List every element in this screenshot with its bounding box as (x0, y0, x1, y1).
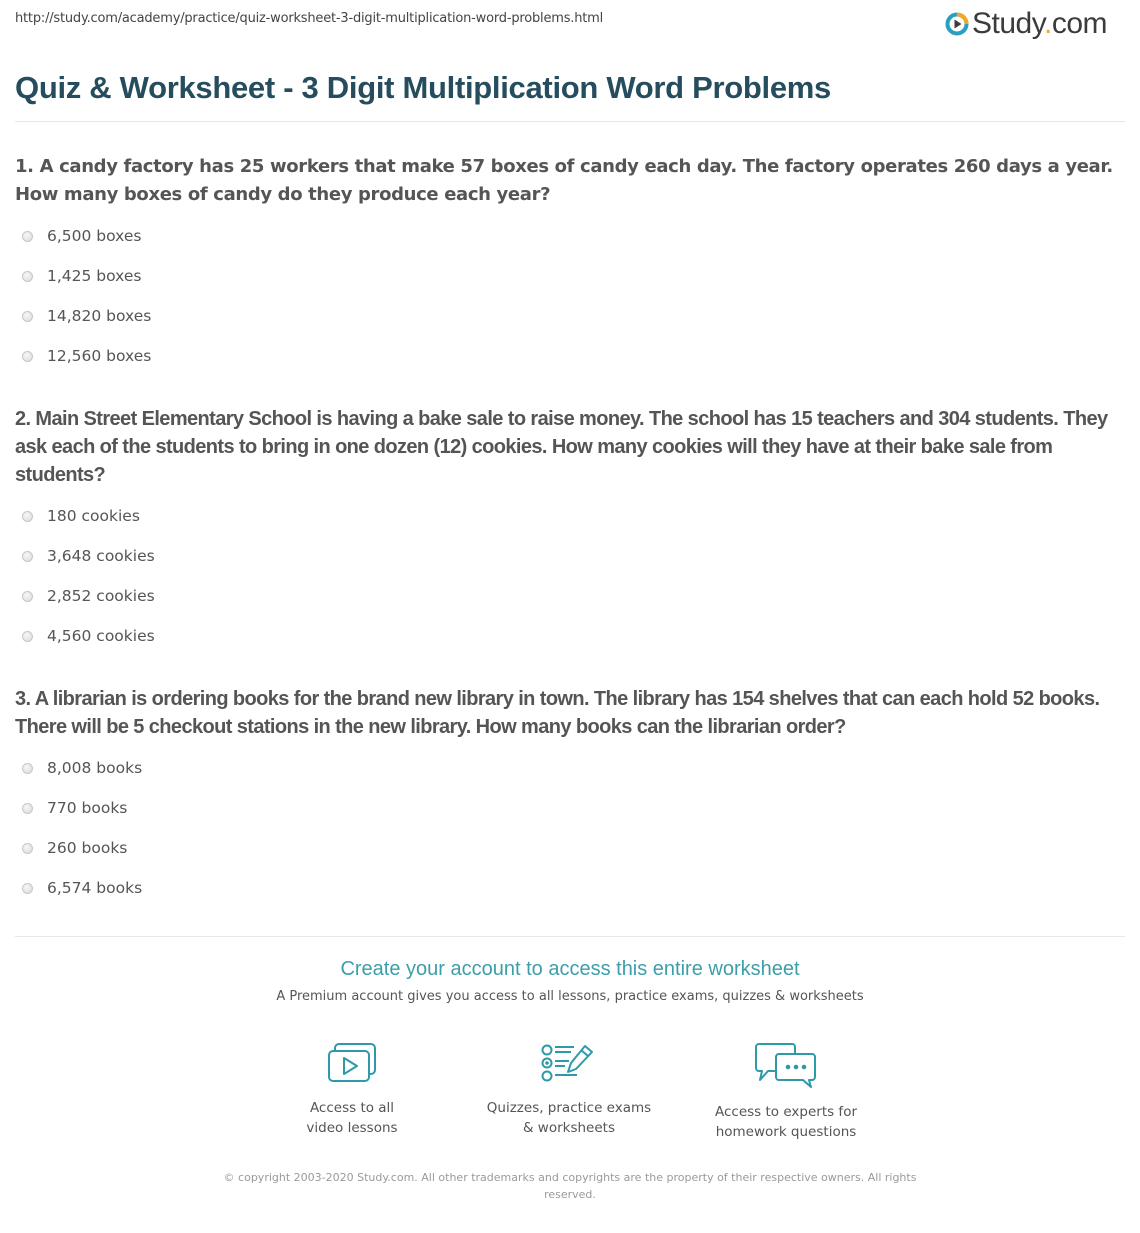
feature-label-line2: & worksheets (522, 1120, 615, 1136)
logo-wordmark: Study.com (972, 7, 1108, 40)
answer-option[interactable] (22, 616, 155, 656)
feature-label-line2: video lessons (306, 1120, 398, 1136)
question-1-options (22, 216, 151, 376)
answer-option[interactable] (22, 868, 142, 908)
option-label: 770 books (47, 799, 128, 817)
option-label: 6,574 books (47, 879, 143, 897)
option-label: 14,820 boxes (47, 307, 152, 325)
question-3-text: 3. A librarian is ordering books for the brand new library in town. The library has 154 shelves that can each hold 52 books. There will be 5 checkout stations in the new library. How many books can the librarian order? (15, 688, 1100, 738)
answer-option[interactable] (22, 788, 142, 828)
question-2-options (22, 496, 155, 656)
radio-button[interactable] (22, 803, 33, 814)
answer-option[interactable] (22, 496, 155, 536)
radio-button[interactable] (22, 271, 33, 282)
feature-label-line1: Access to experts for (714, 1104, 857, 1120)
quiz-checklist-icon (541, 1042, 597, 1084)
option-label: 6,500 boxes (47, 227, 142, 245)
feature-video-lessons (252, 1042, 452, 1138)
answer-option[interactable] (22, 256, 151, 296)
create-account-link[interactable]: Create your account to access this entire worksheet (340, 958, 800, 980)
video-lessons-icon (327, 1042, 377, 1084)
radio-button[interactable] (22, 511, 33, 522)
feature-experts (686, 1042, 886, 1142)
option-label: 3,648 cookies (47, 547, 155, 565)
feature-label-line1: Quizzes, practice exams (486, 1100, 652, 1116)
option-label: 1,425 boxes (47, 267, 142, 285)
radio-button[interactable] (22, 631, 33, 642)
question-1-text: 1. A candy factory has 25 workers that make 57 boxes of candy each day. The factory operates 260 days a year. How many boxes of candy do they produce each year? (15, 156, 1113, 205)
title-divider (15, 121, 1125, 122)
cta-subtitle: A Premium account gives you access to all lessons, practice exams, quizzes & worksheets (276, 989, 864, 1004)
option-label: 4,560 cookies (47, 627, 155, 645)
answer-option[interactable] (22, 296, 151, 336)
question-2-text: 2. Main Street Elementary School is having a bake sale to raise money. The school has 15 teachers and 304 students. They ask each of the students to bring in one dozen (12) cookies. How many cookies will they have at their bake sale from students? (15, 408, 1108, 486)
radio-button[interactable] (22, 231, 33, 242)
radio-button[interactable] (22, 883, 33, 894)
question-3-options (22, 748, 142, 908)
feature-label-line1: Access to all (309, 1100, 395, 1116)
answer-option[interactable] (22, 748, 142, 788)
radio-button[interactable] (22, 591, 33, 602)
feature-label-line2: homework questions (715, 1124, 857, 1140)
radio-button[interactable] (22, 763, 33, 774)
option-label: 8,008 books (47, 759, 143, 777)
copyright-notice: © copyright 2003-2020 Study.com. All other trademarks and copyrights are the property of their respective owners. All rights reserved. (223, 1171, 917, 1201)
option-label: 12,560 boxes (47, 347, 152, 365)
page-title: Quiz & Worksheet - 3 Digit Multiplication Word Problems (15, 70, 831, 105)
page-url: http://study.com/academy/practice/quiz-worksheet-3-digit-multiplication-word-problems.html (15, 11, 604, 26)
answer-option[interactable] (22, 576, 155, 616)
radio-button[interactable] (22, 551, 33, 562)
study-logo[interactable] (945, 9, 1107, 39)
play-circle-icon (945, 12, 969, 36)
answer-option[interactable] (22, 216, 151, 256)
radio-button[interactable] (22, 311, 33, 322)
answer-option[interactable] (22, 828, 142, 868)
radio-button[interactable] (22, 843, 33, 854)
answer-option[interactable] (22, 336, 151, 376)
option-label: 260 books (47, 839, 128, 857)
radio-button[interactable] (22, 351, 33, 362)
chat-bubbles-icon (754, 1042, 818, 1088)
answer-option[interactable] (22, 536, 155, 576)
section-divider (15, 936, 1125, 937)
option-label: 180 cookies (47, 507, 140, 525)
feature-quizzes (469, 1042, 669, 1138)
option-label: 2,852 cookies (47, 587, 155, 605)
